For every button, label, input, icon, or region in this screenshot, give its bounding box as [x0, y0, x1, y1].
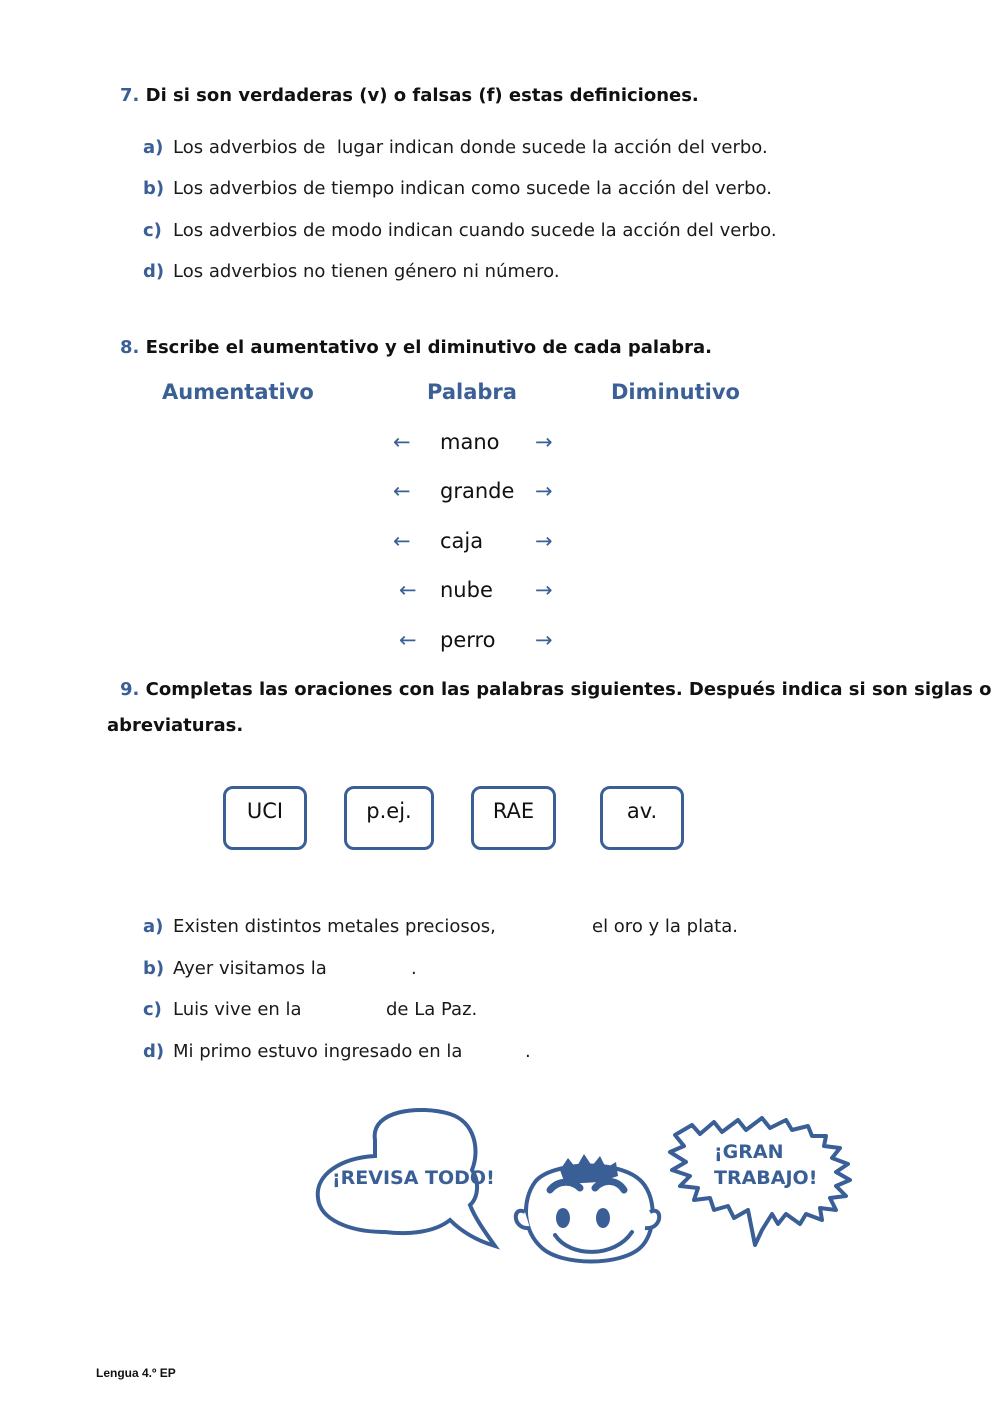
arrow-left-icon: ←: [393, 430, 411, 454]
item-letter: a): [143, 137, 164, 158]
word-nube: nube: [440, 578, 493, 602]
word-chip-pej: p.ej.: [344, 786, 434, 850]
item-text-before: Luis vive en la: [173, 999, 302, 1020]
item-letter: d): [143, 261, 165, 282]
header-diminutivo: Diminutivo: [611, 380, 740, 404]
q7-item-d: [143, 261, 560, 282]
question-8-title: [120, 337, 712, 358]
arrow-left-icon: ←: [393, 529, 411, 553]
question-7-title: [120, 85, 699, 106]
word-grande: grande: [440, 479, 515, 503]
item-letter: b): [143, 958, 165, 979]
right-bubble-text-line1: ¡GRAN: [714, 1141, 784, 1163]
arrow-right-icon: →: [535, 430, 553, 454]
item-text: Los adverbios de lugar indican donde sucede la acción del verbo.: [173, 137, 768, 158]
q7-item-c: [143, 220, 777, 241]
question-number: 8.: [120, 337, 140, 358]
q9-item-a-after: el oro y la plata.: [592, 916, 738, 937]
q9-item-b-after: .: [411, 958, 417, 979]
question-9-title: [120, 679, 992, 700]
q7-item-a: [143, 137, 768, 158]
question-9-title-cont: abreviaturas.: [107, 715, 244, 736]
q9-item-b: [143, 958, 327, 979]
q9-item-a: [143, 916, 496, 937]
word-perro: perro: [440, 628, 496, 652]
question-text: Di si son verdaderas (v) o falsas (f) estas definiciones.: [145, 85, 699, 106]
word-chip-av: av.: [600, 786, 684, 850]
word-chip-rae: RAE: [471, 786, 556, 850]
right-bubble-text-line2: TRABAJO!: [714, 1167, 818, 1189]
item-letter: c): [143, 220, 162, 241]
q9-item-c: [143, 999, 302, 1020]
arrow-left-icon: ←: [393, 479, 411, 503]
smiling-face-icon: [516, 1154, 659, 1262]
question-number: 9.: [120, 679, 140, 700]
arrow-left-icon: ←: [399, 578, 417, 602]
q9-item-d: [143, 1041, 462, 1062]
item-text: Los adverbios de modo indican cuando sucede la acción del verbo.: [173, 220, 777, 241]
arrow-right-icon: →: [535, 628, 553, 652]
item-text: Los adverbios de tiempo indican como sucede la acción del verbo.: [173, 178, 772, 199]
item-letter: a): [143, 916, 164, 937]
item-text-before: Existen distintos metales preciosos,: [173, 916, 496, 937]
question-text: Completas las oraciones con las palabras siguientes. Después indica si son siglas o: [145, 679, 992, 700]
item-text-before: Ayer visitamos la: [173, 958, 327, 979]
word-chip-uci: UCI: [223, 786, 307, 850]
word-caja: caja: [440, 529, 484, 553]
cartoon-illustration: [300, 1100, 880, 1280]
q7-item-b: [143, 178, 772, 199]
item-letter: c): [143, 999, 162, 1020]
question-text: Escribe el aumentativo y el diminutivo de cada palabra.: [145, 337, 712, 358]
item-letter: b): [143, 178, 165, 199]
page-footer: Lengua 4.º EP: [96, 1366, 176, 1380]
item-letter: d): [143, 1041, 165, 1062]
q9-item-d-after: .: [525, 1041, 531, 1062]
left-bubble-text: ¡REVISA TODO!: [332, 1167, 495, 1189]
arrow-right-icon: →: [535, 479, 553, 503]
arrow-right-icon: →: [535, 578, 553, 602]
arrow-left-icon: ←: [399, 628, 417, 652]
arrow-right-icon: →: [535, 529, 553, 553]
header-aumentativo: Aumentativo: [162, 380, 314, 404]
header-palabra: Palabra: [427, 380, 517, 404]
word-mano: mano: [440, 430, 500, 454]
question-number: 7.: [120, 85, 140, 106]
item-text-before: Mi primo estuvo ingresado en la: [173, 1041, 463, 1062]
item-text: Los adverbios no tienen género ni número.: [173, 261, 560, 282]
q9-item-c-after: de La Paz.: [386, 999, 478, 1020]
